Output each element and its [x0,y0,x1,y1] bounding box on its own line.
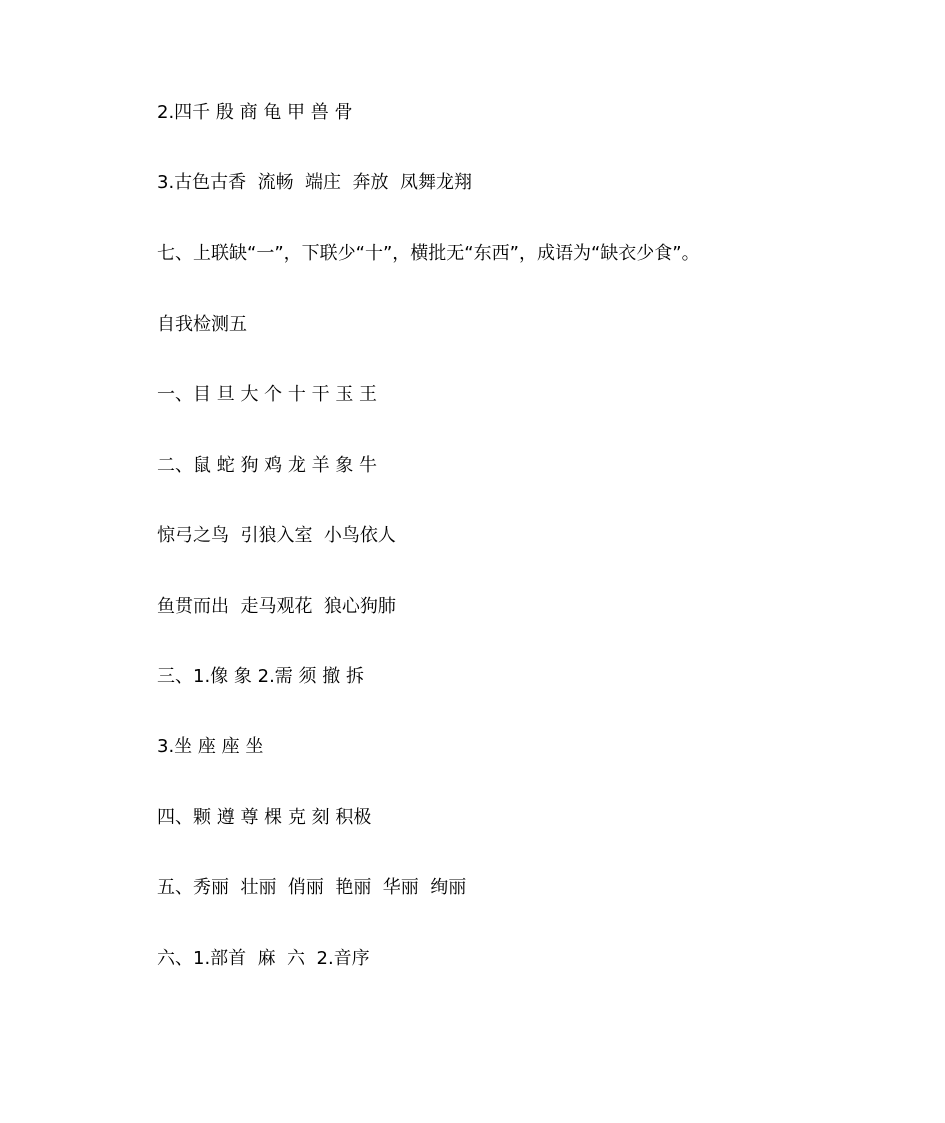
answer-line-three-3: 3.坐 座 座 坐 [157,736,264,757]
answer-line-six: 六、1.部首 麻 六 2.音序 [157,948,370,969]
answer-line-one: 一、目 旦 大 个 十 干 玉 王 [157,384,378,405]
answer-line-3: 3.古色古香 流畅 端庄 奔放 凤舞龙翔 [157,172,472,193]
idiom-line-1: 惊弓之鸟 引狼入室 小鸟依人 [157,525,396,546]
answer-line-two: 二、鼠 蛇 狗 鸡 龙 羊 象 牛 [157,455,378,476]
answer-line-seven: 七、上联缺“一”，下联少“十”，横批无“东西”，成语为“缺衣少食”。 [157,243,700,264]
answer-line-three: 三、1.像 象 2.需 须 撤 拆 [157,666,364,687]
idiom-line-2: 鱼贯而出 走马观花 狼心狗肺 [157,596,396,617]
answer-line-five: 五、秀丽 壮丽 俏丽 艳丽 华丽 绚丽 [157,877,467,898]
answer-line-2: 2.四千 殷 商 龟 甲 兽 骨 [157,102,353,123]
section-heading: 自我检测五 [157,314,247,335]
answer-line-four: 四、颗 遵 尊 棵 克 刻 积极 [157,807,372,828]
